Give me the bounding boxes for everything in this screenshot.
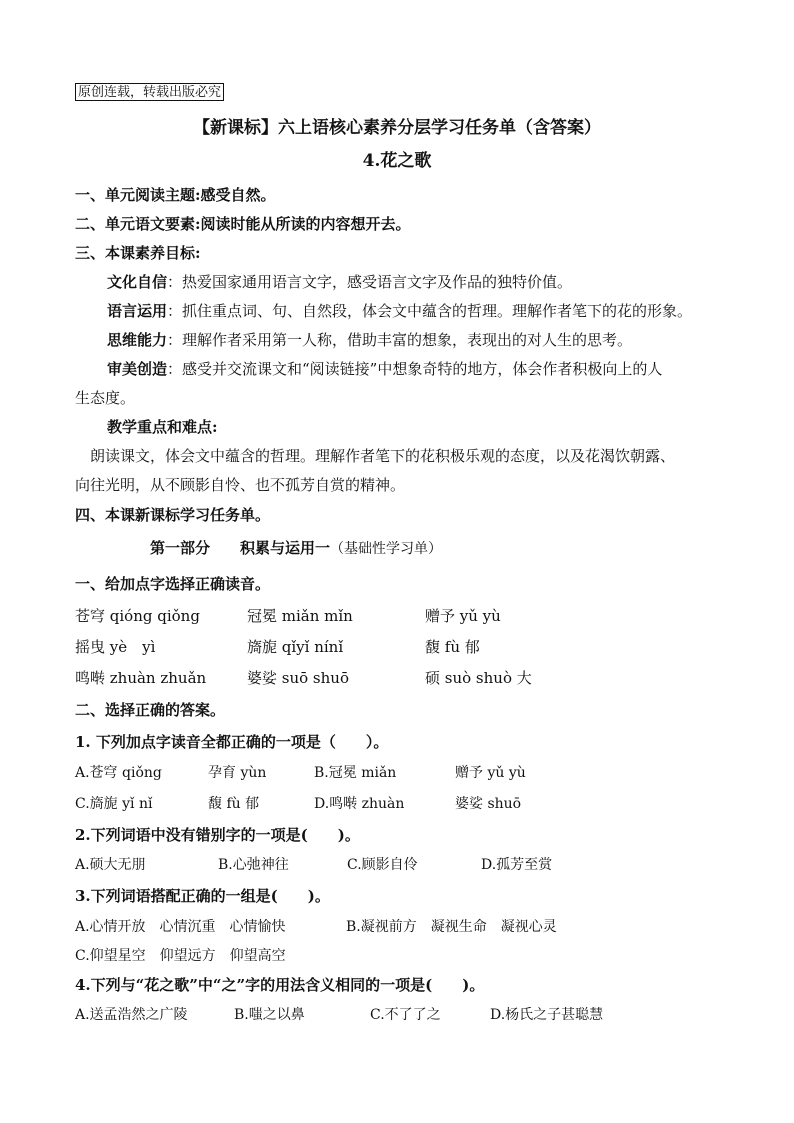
part-subtitle: （基础性学习单） — [330, 541, 443, 557]
goal-text: ：热爱国家通用语言文字，感受语言文字及作品的独特价值。 — [167, 273, 573, 291]
page-title: 【新课标】六上语核心素养分层学习任务单（含答案） — [193, 118, 601, 138]
key-points-line-1: 朗读课文，体会文中蕴含的哲理。理解作者笔下的花积极乐观的态度，以及花渴饮朝露、 — [90, 447, 676, 465]
option: A.苍穹 qiǒng — [75, 765, 162, 781]
section-theme: 一、单元阅读主题:感受自然。 — [75, 186, 276, 204]
goal-label: 思维能力 — [107, 331, 168, 349]
pinyin-item: 馥 fù 郁 — [425, 638, 480, 656]
goal-culture — [107, 275, 572, 290]
q1-heading: 一、给加点字选择正确读音。 — [75, 575, 271, 593]
key-points-heading: 教学重点和难点: — [107, 418, 218, 436]
option: B.嗤之以鼻 — [234, 1007, 305, 1023]
section-element: 二、单元语文要素:阅读时能从所读的内容想开去。 — [75, 215, 411, 233]
option: 孕育 yùn — [208, 765, 267, 781]
option: D.孤芳至赏 — [481, 857, 553, 873]
option: A.硕大无朋 — [75, 857, 146, 873]
goal-label: 语言运用 — [107, 302, 168, 320]
pinyin-item: 摇曳 yè yì — [75, 638, 156, 656]
pinyin-item: 婆娑 suō shuō — [247, 669, 349, 687]
option: C.旖旎 yǐ nǐ — [75, 796, 153, 812]
option: B.凝视前方 凝视生命 凝视心灵 — [346, 919, 557, 935]
goal-label: 审美创造 — [107, 360, 168, 378]
question-4-stem: 4.下列与“花之歌”中“之”字的用法含义相同的一项是( )。 — [75, 976, 485, 994]
goal-language — [107, 304, 692, 319]
q2-heading: 二、选择正确的答案。 — [75, 701, 226, 719]
option: A.心情开放 心情沉重 心情愉快 — [75, 919, 286, 935]
option: B.心弛神往 — [218, 857, 289, 873]
question-3-stem: 3.下列词语搭配正确的一组是( )。 — [75, 887, 330, 905]
pinyin-item: 苍穹 qióng qiǒng — [75, 607, 200, 625]
goal-aesthetic-cont: 生态度。 — [75, 389, 136, 407]
goal-thinking — [107, 333, 632, 348]
question-2-stem: 2.下列词语中没有错别字的一项是( )。 — [75, 826, 360, 844]
section-task-heading: 四、本课新课标学习任务单。 — [75, 506, 271, 524]
option: 馥 fù 郁 — [208, 796, 260, 812]
goal-text: ：理解作者采用第一人称，借助丰富的想象，表现出的对人生的思考。 — [167, 331, 633, 349]
option: C.顾影自伶 — [347, 857, 418, 873]
pinyin-item: 硕 suò shuò 大 — [425, 669, 532, 687]
part-title-text: 第一部分 积累与运用一 — [150, 539, 331, 557]
option: 赠予 yǔ yù — [455, 765, 526, 781]
pinyin-item: 鸣啭 zhuàn zhuǎn — [75, 669, 207, 687]
goal-text: ：抓住重点词、句、自然段，体会文中蕴含的哲理。理解作者笔下的花的形象。 — [167, 302, 693, 320]
option: D.杨氏之子甚聪慧 — [490, 1007, 604, 1023]
pinyin-item: 冠冕 miǎn mǐn — [247, 607, 353, 625]
pinyin-item: 旖旎 qǐyǐ nínǐ — [247, 638, 344, 656]
option: A.送孟浩然之广陵 — [75, 1007, 188, 1023]
part-one-title — [150, 541, 442, 556]
goal-text: ：感受并交流课文和“阅读链接”中想象奇特的地方，体会作者积极向上的人 — [167, 360, 663, 378]
option: B.冠冕 miǎn — [314, 765, 397, 781]
pinyin-item: 赠予 yǔ yù — [425, 607, 501, 625]
key-points-line-2: 向往光明，从不顾影自怜、也不孤芳自赏的精神。 — [75, 476, 406, 494]
option: D.鸣啭 zhuàn — [314, 796, 405, 812]
lesson-title: 4.花之歌 — [362, 151, 432, 171]
section-goals-heading: 三、本课素养目标: — [75, 244, 201, 262]
option: C.不了了之 — [370, 1007, 441, 1023]
option: 婆娑 shuō — [455, 796, 522, 812]
goal-label: 文化自信 — [107, 273, 168, 291]
option: C.仰望星空 仰望远方 仰望高空 — [75, 948, 286, 964]
question-1-stem: 1. 下列加点字读音全都正确的一项是（ ）。 — [75, 733, 389, 751]
goal-aesthetic — [107, 362, 662, 377]
copyright-stamp: 原创连载，转载出版必究 — [75, 83, 224, 101]
